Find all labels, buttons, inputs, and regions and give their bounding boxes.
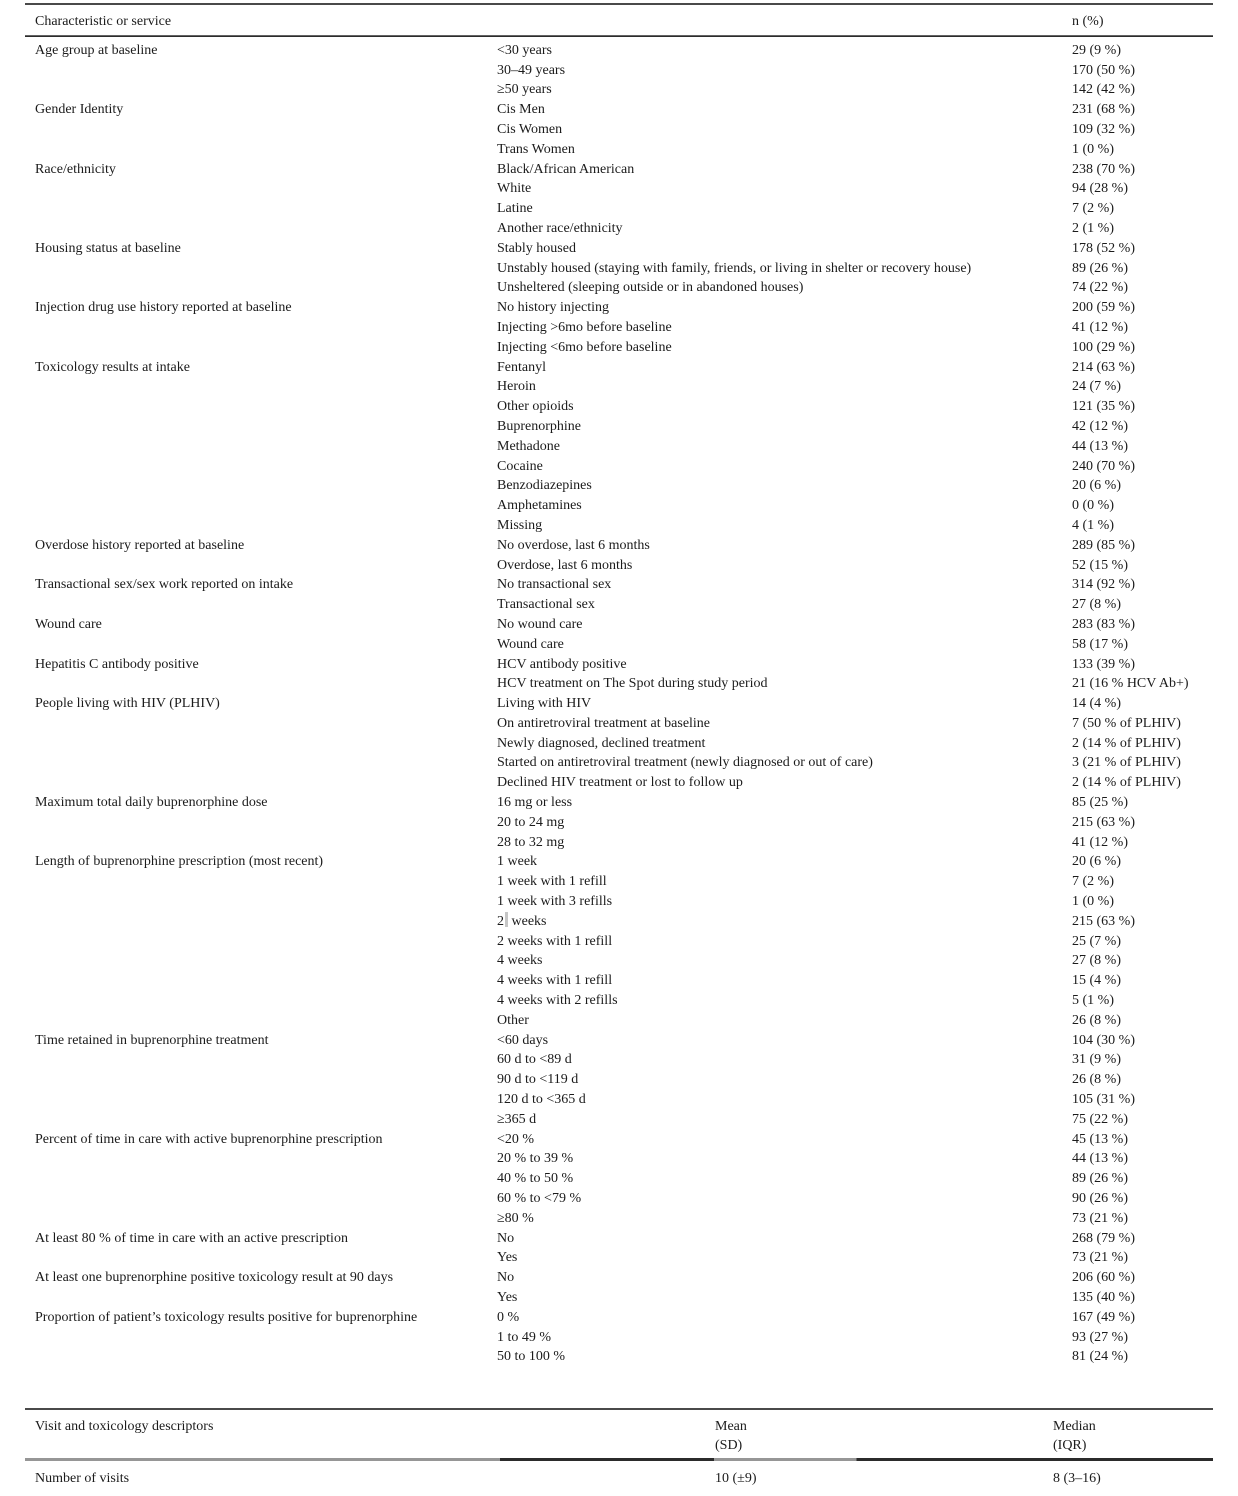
category-label: Yes xyxy=(497,1250,518,1266)
table-row xyxy=(25,377,1213,397)
n-percent-value: 20 (6 %) xyxy=(1072,478,1121,494)
n-percent-value: 231 (68 %) xyxy=(1072,102,1135,118)
table-row xyxy=(25,100,1213,120)
table-row xyxy=(25,496,1213,516)
table-row xyxy=(25,1328,1213,1348)
category-label: Methadone xyxy=(497,438,560,454)
table-row xyxy=(25,813,1213,833)
category-label: Living with HIV xyxy=(497,696,592,712)
table-row xyxy=(25,259,1213,279)
n-percent-value: 15 (4 %) xyxy=(1072,973,1121,989)
category-label: 4 weeks with 2 refills xyxy=(497,993,618,1009)
n-percent-value: 214 (63 %) xyxy=(1072,359,1135,375)
n-percent-value: 4 (1 %) xyxy=(1072,517,1114,533)
n-percent-value: 81 (24 %) xyxy=(1072,1349,1128,1365)
table-row xyxy=(25,1110,1213,1130)
category-label: Amphetamines xyxy=(497,498,582,514)
table-row xyxy=(25,1031,1213,1051)
n-percent-value: 74 (22 %) xyxy=(1072,280,1128,296)
text-cursor xyxy=(505,912,509,927)
category-label: Fentanyl xyxy=(497,359,546,375)
category-label: Other xyxy=(497,1012,529,1028)
table-row xyxy=(25,397,1213,417)
n-percent-value: 5 (1 %) xyxy=(1072,993,1114,1009)
table-row xyxy=(25,298,1213,318)
characteristic-label xyxy=(35,991,497,1011)
table-row xyxy=(25,318,1213,338)
category-label: Heroin xyxy=(497,379,536,395)
characteristic-label: Gender Identity xyxy=(35,102,124,118)
n-percent-value: 41 (12 %) xyxy=(1072,319,1128,335)
characteristic-label xyxy=(35,1149,497,1169)
characteristic-label xyxy=(35,1011,497,1031)
table-row xyxy=(25,793,1213,813)
characteristic-label: Wound care xyxy=(35,616,102,632)
characteristic-label: Race/ethnicity xyxy=(35,161,116,177)
n-percent-value: 45 (13 %) xyxy=(1072,1131,1128,1147)
n-percent-value: 135 (40 %) xyxy=(1072,1290,1135,1305)
category-label: No wound care xyxy=(497,616,583,632)
category-label: 60 % to <79 % xyxy=(497,1191,582,1207)
header-descriptors: Visit and toxicology descriptors xyxy=(35,1418,214,1434)
n-percent-value: 215 (63 %) xyxy=(1072,913,1135,929)
n-percent-value: 2 (14 % of PLHIV) xyxy=(1072,775,1181,791)
characteristic-label xyxy=(35,120,497,140)
category-label: Black/African American xyxy=(497,161,635,177)
category-label: On antiretroviral treatment at baseline xyxy=(497,715,711,731)
table-row xyxy=(25,358,1213,378)
category-label: No xyxy=(497,1270,515,1286)
table-row xyxy=(25,1209,1213,1229)
table-row xyxy=(25,912,1213,932)
characteristic-label: At least 80 % of time in care with an active prescription xyxy=(35,1230,348,1246)
category-label: Transactional sex xyxy=(497,597,595,613)
n-percent-value: 2 (1 %) xyxy=(1072,220,1114,236)
category-label: Missing xyxy=(497,517,543,533)
n-percent-value: 268 (79 %) xyxy=(1072,1230,1135,1246)
category-label: ≥365 d xyxy=(497,1111,537,1127)
category-label: 1 week xyxy=(497,854,538,870)
category-label: 20 % to 39 % xyxy=(497,1151,574,1167)
category-label: Cis Women xyxy=(497,121,563,137)
table-row xyxy=(25,457,1213,477)
characteristic-label: Proportion of patient’s toxicology results positive for buprenorphine xyxy=(35,1309,418,1325)
n-percent-value: 44 (13 %) xyxy=(1072,1151,1128,1167)
characteristics-table-header xyxy=(25,5,1213,36)
n-percent-value: 105 (31 %) xyxy=(1072,1092,1135,1108)
category-label: Other opioids xyxy=(497,399,574,415)
category-label: HCV antibody positive xyxy=(497,656,627,672)
category-label: HCV treatment on The Spot during study period xyxy=(497,676,768,692)
n-percent-value: 58 (17 %) xyxy=(1072,636,1128,652)
category-label: ≥50 years xyxy=(497,82,552,98)
n-percent-value: 7 (50 % of PLHIV) xyxy=(1072,715,1181,731)
characteristic-label: People living with HIV (PLHIV) xyxy=(35,696,220,712)
table-row xyxy=(25,278,1213,298)
category-label: No xyxy=(497,1230,515,1246)
header-iqr: (IQR) xyxy=(1053,1438,1087,1454)
table-row xyxy=(25,1189,1213,1209)
n-percent-value: 44 (13 %) xyxy=(1072,438,1128,454)
category-label: 2 weeks xyxy=(497,913,547,929)
n-percent-value: 238 (70 %) xyxy=(1072,161,1135,177)
table-row xyxy=(25,61,1213,81)
table-row xyxy=(25,199,1213,219)
n-percent-value: 42 (12 %) xyxy=(1072,418,1128,434)
category-label: <30 years xyxy=(497,42,552,58)
descriptors-table-header xyxy=(25,1410,1213,1459)
characteristic-label: Hepatitis C antibody positive xyxy=(35,656,199,672)
table-row xyxy=(25,1011,1213,1031)
category-label: Injecting <6mo before baseline xyxy=(497,339,672,355)
table-row xyxy=(25,694,1213,714)
characteristic-label xyxy=(35,417,497,437)
n-percent-value: 142 (42 %) xyxy=(1072,82,1135,98)
characteristic-label xyxy=(35,1328,497,1348)
table-row xyxy=(25,179,1213,199)
characteristic-label: Overdose history reported at baseline xyxy=(35,537,245,553)
table-row xyxy=(25,219,1213,239)
table-row xyxy=(25,932,1213,952)
header-mean-sd xyxy=(715,1417,1053,1457)
characteristic-label xyxy=(35,1248,497,1268)
n-percent-value: 27 (8 %) xyxy=(1072,953,1121,969)
table-row xyxy=(25,239,1213,259)
table-row xyxy=(25,833,1213,853)
n-percent-value: 21 (16 % HCV Ab+) xyxy=(1072,676,1189,692)
header-sd: (SD) xyxy=(715,1438,743,1454)
n-percent-value: 7 (2 %) xyxy=(1072,201,1114,217)
category-label: <60 days xyxy=(497,1032,549,1048)
characteristic-label xyxy=(35,773,497,793)
characteristic-label xyxy=(35,318,497,338)
characteristic-label xyxy=(35,734,497,754)
table-row xyxy=(25,1308,1213,1328)
table-row xyxy=(25,437,1213,457)
table-row xyxy=(25,674,1213,694)
characteristic-label xyxy=(35,80,497,100)
n-percent-value: 314 (92 %) xyxy=(1072,577,1135,593)
descriptor-row xyxy=(25,1461,1213,1489)
n-percent-value: 31 (9 %) xyxy=(1072,1052,1121,1068)
characteristic-label: Housing status at baseline xyxy=(35,240,181,256)
n-percent-value: 121 (35 %) xyxy=(1072,399,1135,415)
category-label: Another race/ethnicity xyxy=(497,220,623,236)
category-label: No transactional sex xyxy=(497,577,612,593)
characteristic-label xyxy=(35,872,497,892)
characteristic-label xyxy=(35,595,497,615)
characteristic-label xyxy=(35,278,497,298)
n-percent-value: 29 (9 %) xyxy=(1072,42,1121,58)
n-percent-value: 24 (7 %) xyxy=(1072,379,1121,395)
category-label: 28 to 32 mg xyxy=(497,834,565,850)
n-percent-value: 200 (59 %) xyxy=(1072,300,1135,316)
characteristic-label xyxy=(35,1070,497,1090)
table-row xyxy=(25,417,1213,437)
table-row xyxy=(25,1248,1213,1268)
characteristic-label xyxy=(35,476,497,496)
characteristic-label xyxy=(35,674,497,694)
category-label: 120 d to <365 d xyxy=(497,1092,586,1108)
category-label: Newly diagnosed, declined treatment xyxy=(497,735,706,751)
category-label: 50 to 100 % xyxy=(497,1349,566,1365)
table-row xyxy=(25,1347,1213,1367)
mean-sd-value: 10 (±9) xyxy=(715,1470,757,1486)
category-label: Latine xyxy=(497,201,533,217)
table-row xyxy=(25,80,1213,100)
n-percent-value: 109 (32 %) xyxy=(1072,121,1135,137)
characteristic-label xyxy=(35,338,497,358)
characteristic-label xyxy=(35,377,497,397)
category-label: Cocaine xyxy=(497,458,543,474)
category-label: 1 week with 3 refills xyxy=(497,894,613,910)
characteristic-label xyxy=(35,496,497,516)
table-row xyxy=(25,615,1213,635)
characteristic-label xyxy=(35,259,497,279)
descriptors-table-body xyxy=(25,1461,1213,1489)
descriptors-table xyxy=(25,1408,1213,1488)
table-row xyxy=(25,575,1213,595)
table-row xyxy=(25,120,1213,140)
category-label: 2 weeks with 1 refill xyxy=(497,933,613,949)
table-row xyxy=(25,971,1213,991)
characteristic-label: Injection drug use history reported at baseline xyxy=(35,300,292,316)
table-row xyxy=(25,140,1213,160)
category-label: White xyxy=(497,181,532,197)
n-percent-value: 215 (63 %) xyxy=(1072,814,1135,830)
category-label: Injecting >6mo before baseline xyxy=(497,319,672,335)
category-label: 1 week with 1 refill xyxy=(497,874,607,890)
category-label: Started on antiretroviral treatment (newly diagnosed or out of care) xyxy=(497,755,873,771)
category-label: 16 mg or less xyxy=(497,795,573,811)
characteristic-label xyxy=(35,457,497,477)
characteristic-label xyxy=(35,912,497,932)
characteristic-label: Transactional sex/sex work reported on intake xyxy=(35,577,294,593)
n-percent-value: 206 (60 %) xyxy=(1072,1270,1135,1286)
characteristic-label xyxy=(35,199,497,219)
n-percent-value: 52 (15 %) xyxy=(1072,557,1128,573)
n-percent-value: 1 (0 %) xyxy=(1072,141,1114,157)
n-percent-value: 26 (8 %) xyxy=(1072,1012,1121,1028)
characteristic-label: Percent of time in care with active buprenorphine prescription xyxy=(35,1131,383,1147)
n-percent-value: 20 (6 %) xyxy=(1072,854,1121,870)
characteristic-label xyxy=(35,1090,497,1110)
n-percent-value: 25 (7 %) xyxy=(1072,933,1121,949)
characteristic-label xyxy=(35,932,497,952)
n-percent-value: 27 (8 %) xyxy=(1072,597,1121,613)
characteristic-label xyxy=(35,714,497,734)
category-label: Unsheltered (sleeping outside or in abandoned houses) xyxy=(497,280,804,296)
n-percent-value: 133 (39 %) xyxy=(1072,656,1135,672)
category-label: Buprenorphine xyxy=(497,418,581,434)
n-percent-value: 73 (21 %) xyxy=(1072,1210,1128,1226)
n-percent-value: 93 (27 %) xyxy=(1072,1329,1128,1345)
table-row xyxy=(25,1169,1213,1189)
n-percent-value: 104 (30 %) xyxy=(1072,1032,1135,1048)
paper-table-page xyxy=(0,3,1238,1489)
characteristic-label xyxy=(35,971,497,991)
category-label: Stably housed xyxy=(497,240,576,256)
characteristic-label: Length of buprenorphine prescription (most recent) xyxy=(35,854,324,870)
category-label: 90 d to <119 d xyxy=(497,1072,579,1088)
table-row xyxy=(25,635,1213,655)
table-row xyxy=(25,773,1213,793)
table-row xyxy=(25,714,1213,734)
table-row xyxy=(25,1050,1213,1070)
n-percent-value: 283 (83 %) xyxy=(1072,616,1135,632)
table-row xyxy=(25,892,1213,912)
category-label: 30–49 years xyxy=(497,62,566,78)
characteristics-table xyxy=(25,3,1213,1367)
characteristic-label xyxy=(35,753,497,773)
table-row xyxy=(25,991,1213,1011)
characteristic-label xyxy=(35,140,497,160)
category-label: 4 weeks xyxy=(497,953,543,969)
category-label: 0 % xyxy=(497,1309,520,1325)
characteristic-label: At least one buprenorphine positive toxicology result at 90 days xyxy=(35,1270,394,1286)
header-median: Median xyxy=(1053,1418,1096,1434)
category-label: <20 % xyxy=(497,1131,535,1147)
characteristic-label xyxy=(35,813,497,833)
category-label: No history injecting xyxy=(497,300,609,316)
category-label: Benzodiazepines xyxy=(497,478,592,494)
table-row xyxy=(25,536,1213,556)
characteristics-table-body xyxy=(25,37,1213,1367)
table-row xyxy=(25,595,1213,615)
characteristic-label xyxy=(35,951,497,971)
header-spacer xyxy=(497,12,1072,32)
n-percent-value: 14 (4 %) xyxy=(1072,696,1121,712)
table-row xyxy=(25,1268,1213,1288)
characteristic-label xyxy=(35,1050,497,1070)
characteristic-label xyxy=(35,1169,497,1189)
table-row xyxy=(25,655,1213,675)
table-row xyxy=(25,852,1213,872)
n-percent-value: 90 (26 %) xyxy=(1072,1191,1128,1207)
header-mean: Mean xyxy=(715,1418,747,1434)
characteristic-label xyxy=(35,1209,497,1229)
n-percent-value: 170 (50 %) xyxy=(1072,62,1135,78)
category-label: ≥80 % xyxy=(497,1210,534,1226)
category-label: Cis Men xyxy=(497,102,545,118)
table-row xyxy=(25,160,1213,180)
n-percent-value: 85 (25 %) xyxy=(1072,795,1128,811)
n-percent-value: 3 (21 % of PLHIV) xyxy=(1072,755,1181,771)
n-percent-value: 100 (29 %) xyxy=(1072,339,1135,355)
table-row xyxy=(25,1149,1213,1169)
category-label: Wound care xyxy=(497,636,564,652)
n-percent-value: 167 (49 %) xyxy=(1072,1309,1135,1325)
n-percent-value: 2 (14 % of PLHIV) xyxy=(1072,735,1181,751)
category-label: Declined HIV treatment or lost to follow up xyxy=(497,775,743,791)
n-percent-value: 73 (21 %) xyxy=(1072,1250,1128,1266)
category-label: Yes xyxy=(497,1290,518,1305)
descriptor-label: Number of visits xyxy=(35,1470,130,1486)
category-label: Trans Women xyxy=(497,141,575,157)
table-row xyxy=(25,1070,1213,1090)
characteristic-label: Age group at baseline xyxy=(35,42,158,58)
characteristic-label xyxy=(35,1189,497,1209)
n-percent-value: 94 (28 %) xyxy=(1072,181,1128,197)
characteristic-label xyxy=(35,437,497,457)
header-median-iqr xyxy=(1053,1417,1213,1457)
table-row xyxy=(25,338,1213,358)
table-row xyxy=(25,516,1213,536)
table-row xyxy=(25,872,1213,892)
table-row xyxy=(25,1288,1213,1308)
table-row xyxy=(25,951,1213,971)
characteristic-label xyxy=(35,179,497,199)
table-row xyxy=(25,476,1213,496)
characteristic-label xyxy=(35,1110,497,1130)
characteristic-label xyxy=(35,516,497,536)
header-n-percent: n (%) xyxy=(1072,13,1104,29)
table-row xyxy=(25,41,1213,61)
n-percent-value: 89 (26 %) xyxy=(1072,260,1128,276)
characteristic-label: Time retained in buprenorphine treatment xyxy=(35,1032,269,1048)
characteristic-label xyxy=(35,1288,497,1308)
category-label: 1 to 49 % xyxy=(497,1329,552,1345)
characteristic-label xyxy=(35,1347,497,1367)
category-label: 4 weeks with 1 refill xyxy=(497,973,613,989)
category-label: No overdose, last 6 months xyxy=(497,537,650,553)
n-percent-value: 89 (26 %) xyxy=(1072,1171,1128,1187)
n-percent-value: 41 (12 %) xyxy=(1072,834,1128,850)
characteristic-label: Maximum total daily buprenorphine dose xyxy=(35,795,268,811)
n-percent-value: 178 (52 %) xyxy=(1072,240,1135,256)
n-percent-value: 7 (2 %) xyxy=(1072,874,1114,890)
header-characteristic: Characteristic or service xyxy=(35,13,172,29)
table-row xyxy=(25,753,1213,773)
n-percent-value: 289 (85 %) xyxy=(1072,537,1135,553)
category-label: 20 to 24 mg xyxy=(497,814,565,830)
category-label: 40 % to 50 % xyxy=(497,1171,574,1187)
table-row xyxy=(25,1130,1213,1150)
characteristic-label xyxy=(35,397,497,417)
characteristic-label xyxy=(35,556,497,576)
characteristic-label xyxy=(35,61,497,81)
n-percent-value: 0 (0 %) xyxy=(1072,498,1114,514)
n-percent-value: 75 (22 %) xyxy=(1072,1111,1128,1127)
characteristic-label: Toxicology results at intake xyxy=(35,359,190,375)
n-percent-value: 240 (70 %) xyxy=(1072,458,1135,474)
characteristic-label xyxy=(35,892,497,912)
n-percent-value: 1 (0 %) xyxy=(1072,894,1114,910)
table-row xyxy=(25,1229,1213,1249)
characteristic-label xyxy=(35,635,497,655)
median-iqr-value: 8 (3–16) xyxy=(1053,1470,1101,1486)
category-label: Unstably housed (staying with family, friends, or living in shelter or recovery house) xyxy=(497,260,972,276)
category-label: Overdose, last 6 months xyxy=(497,557,633,573)
characteristic-label xyxy=(35,219,497,239)
table-row xyxy=(25,556,1213,576)
table-row xyxy=(25,1090,1213,1110)
characteristic-label xyxy=(35,833,497,853)
category-label: 60 d to <89 d xyxy=(497,1052,572,1068)
n-percent-value: 26 (8 %) xyxy=(1072,1072,1121,1088)
table-row xyxy=(25,734,1213,754)
